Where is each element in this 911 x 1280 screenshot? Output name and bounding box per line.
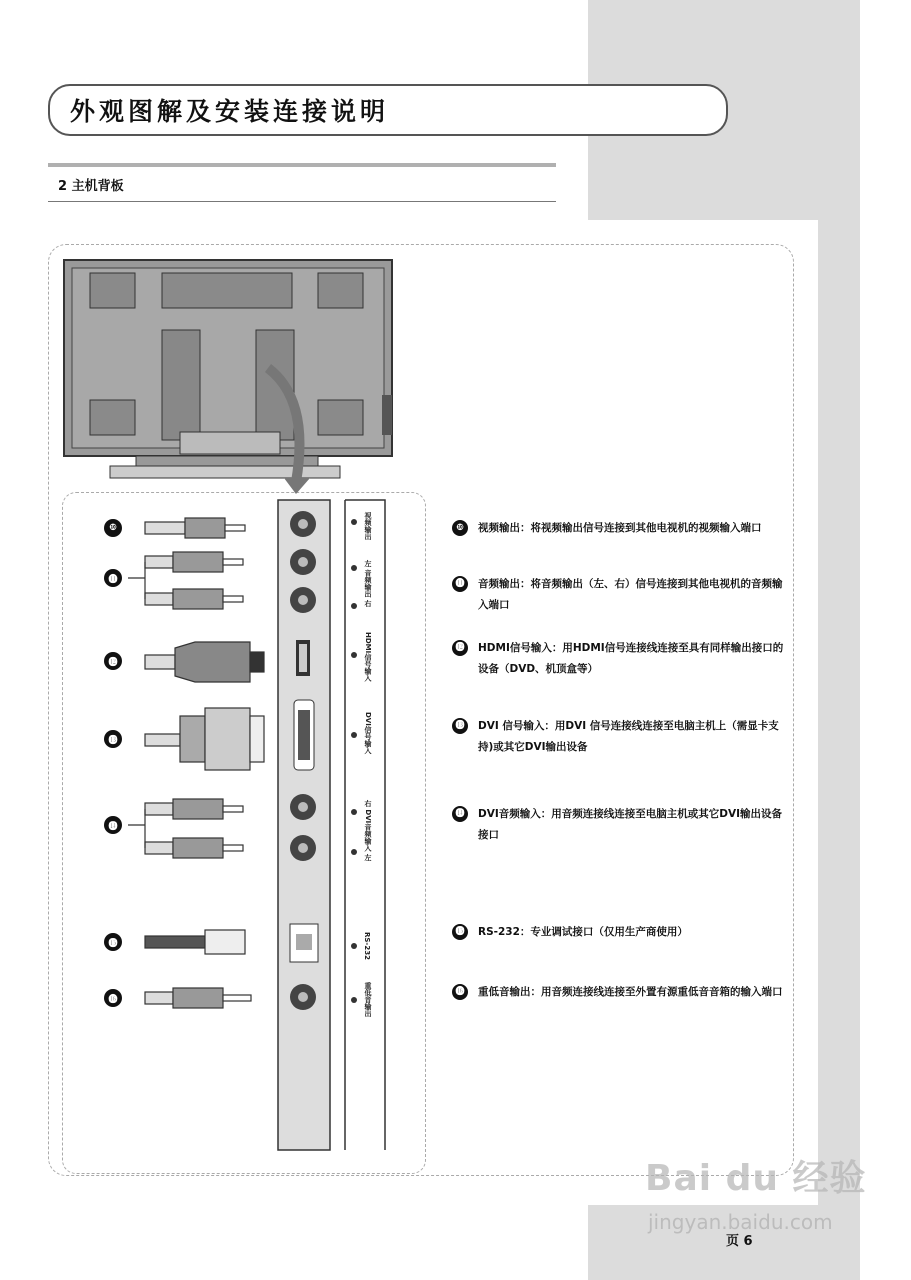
left-number-15: ⓯ — [104, 933, 122, 951]
section-title: 2 主机背板 — [58, 178, 124, 194]
desc-10: ❿ 视频输出：将视频输出信号连接到其他电视机的视频输入端口 — [452, 518, 792, 539]
left-number-13: ⓭ — [104, 730, 122, 748]
left-number-10: ❿ — [104, 519, 122, 537]
left-number-12: ⓬ — [104, 652, 122, 670]
left-number-16: ⓰ — [104, 989, 122, 1007]
port-label-subwoofer: 重低音输出 — [364, 982, 372, 1017]
cables — [128, 518, 264, 1008]
desc-14: ⓮ DVI音频输入：用音频连接线连接至电脑主机或其它DVI输出设备接口 — [452, 804, 792, 846]
watermark-logo: Bai du 经验 — [645, 1158, 867, 1199]
left-number-11: ⓫ — [104, 569, 122, 587]
page-title: 外观图解及安装连接说明 — [70, 97, 390, 126]
desc-13: ⓭ DVI 信号输入：用DVI 信号连接线连接至电脑主机上（需显卡支持)或其它DVI输出设备 — [452, 716, 792, 758]
left-number-14: ⓮ — [104, 816, 122, 834]
port-label-hdmi: HDMI信号输入 — [364, 632, 372, 682]
port-label-audio-out: 左 音频输出 右 — [364, 560, 372, 607]
port-label-dvi: DVI信号输入 — [364, 712, 372, 754]
port-label-rs232: RS-232 — [363, 932, 371, 960]
port-label-dvi-audio: 右 DVI音频输入 左 — [364, 800, 372, 861]
tv-back-illustration — [64, 260, 392, 494]
desc-15: ⓯ RS-232：专业调试接口（仅用生产商使用） — [452, 922, 792, 943]
page-number: 页 6 — [726, 1234, 753, 1249]
port-strip — [278, 500, 330, 1150]
desc-16: ⓰ 重低音输出：用音频连接线连接至外置有源重低音音箱的输入端口 — [452, 982, 792, 1003]
desc-12: ⓬ HDMI信号输入：用HDMI信号连接线连接至具有同样输出接口的设备（DVD、机顶盒等） — [452, 638, 792, 680]
port-label-video-out: 视频输出 — [364, 512, 372, 540]
desc-11: ⓫ 音频输出：将音频输出（左、右）信号连接到其他电视机的音频输入端口 — [452, 574, 792, 616]
watermark-url: jingyan.baidu.com — [648, 1210, 833, 1234]
